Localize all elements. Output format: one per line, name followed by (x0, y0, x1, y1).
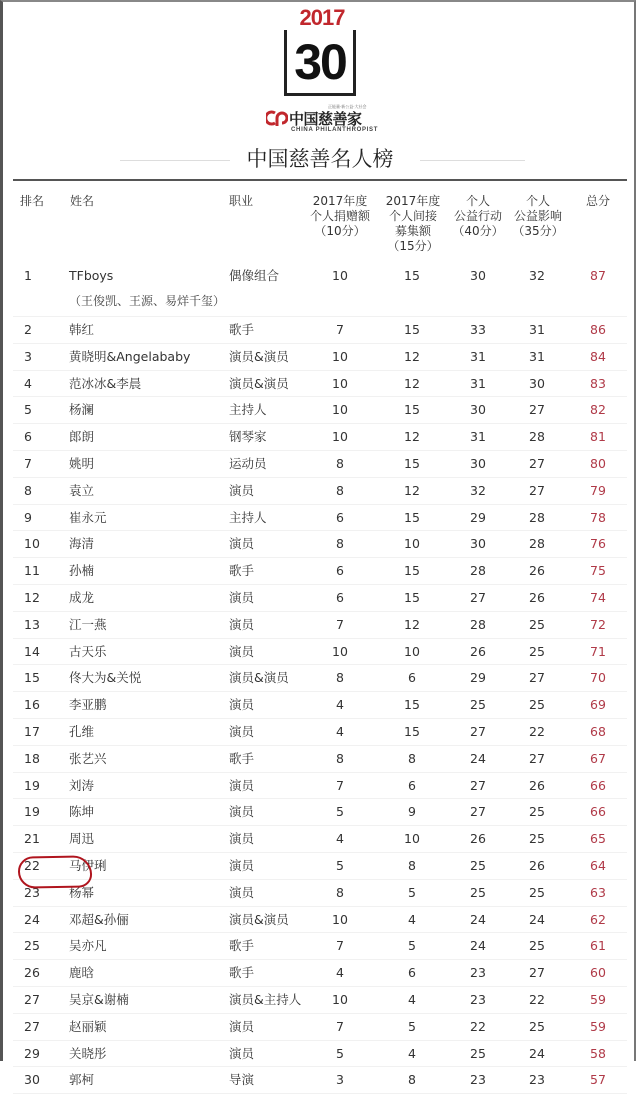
cell-indirect: 8 (408, 857, 416, 873)
cell-influence: 25 (529, 1018, 545, 1034)
cell-rank: 16 (24, 697, 40, 713)
cell-profession: 演员 (229, 804, 255, 820)
table-row (13, 665, 627, 692)
cell-donation: 5 (336, 857, 344, 873)
cell-influence: 24 (529, 911, 545, 927)
cell-influence: 31 (529, 322, 545, 337)
cell-profession: 演员 (229, 777, 255, 793)
publisher-logo (266, 104, 379, 136)
cell-indirect: 5 (408, 1018, 416, 1034)
cell-donation: 3 (336, 1072, 344, 1088)
cell-name: 关晓彤 (69, 1045, 107, 1061)
cell-name: 崔永元 (69, 509, 107, 525)
cell-total: 64 (590, 857, 606, 873)
cell-total: 79 (590, 482, 606, 498)
table-row (13, 719, 627, 746)
cell-rank: 26 (24, 965, 40, 981)
cell-action: 28 (470, 563, 486, 579)
cell-donation: 7 (336, 322, 344, 337)
cell-rank: 10 (24, 536, 40, 552)
table-row (13, 344, 627, 371)
cell-total: 58 (590, 1045, 606, 1061)
cell-total: 69 (590, 697, 606, 713)
table-row (13, 1014, 627, 1041)
cell-indirect: 15 (404, 509, 420, 525)
ranking-table (13, 258, 627, 1094)
cell-influence: 25 (529, 804, 545, 820)
table-row (13, 585, 627, 612)
cell-total: 82 (590, 402, 606, 418)
cell-rank: 24 (24, 911, 40, 927)
table-row (13, 371, 627, 398)
cell-name: 郎朗 (69, 429, 95, 445)
cell-total: 68 (590, 723, 606, 739)
cell-name: 范冰冰&李晨 (69, 375, 142, 391)
cell-profession: 主持人 (229, 509, 267, 525)
column-header-action: 个人 公益行动 （40分） (452, 194, 504, 238)
cell-total: 65 (590, 831, 606, 847)
cell-profession: 钢琴家 (229, 429, 267, 445)
cell-rank: 21 (24, 831, 40, 847)
cell-total: 84 (590, 348, 606, 364)
cell-profession: 歌手 (229, 750, 255, 766)
cell-action: 30 (470, 402, 486, 418)
table-row (13, 987, 627, 1014)
cell-donation: 4 (336, 697, 344, 713)
cell-action: 22 (470, 1018, 486, 1034)
cell-total: 57 (590, 1072, 606, 1088)
cell-action: 31 (470, 375, 486, 391)
table-row (13, 558, 627, 585)
table-row (13, 424, 627, 451)
cell-total: 67 (590, 750, 606, 766)
table-row (13, 826, 627, 853)
cell-influence: 28 (529, 536, 545, 552)
table-row (13, 317, 627, 344)
cell-indirect: 8 (408, 1072, 416, 1088)
cell-profession: 演员 (229, 1018, 255, 1034)
cell-donation: 5 (336, 1045, 344, 1061)
cell-rank: 9 (24, 509, 32, 525)
cell-influence: 26 (529, 777, 545, 793)
cell-rank: 18 (24, 750, 40, 766)
column-header-rank: 排名 (20, 194, 45, 208)
cell-name: 陈坤 (69, 804, 95, 820)
cell-indirect: 12 (404, 375, 420, 391)
cell-name: 邓超&孙俪 (69, 911, 129, 927)
cell-donation: 10 (332, 348, 348, 364)
cell-action: 25 (470, 1045, 486, 1061)
cell-rank: 7 (24, 455, 32, 471)
cell-action: 31 (470, 348, 486, 364)
cell-rank: 27 (24, 1018, 40, 1034)
cell-rank: 30 (24, 1072, 40, 1088)
cell-influence: 24 (529, 1045, 545, 1061)
cell-indirect: 6 (408, 777, 416, 793)
cell-donation: 10 (332, 429, 348, 445)
table-row (13, 853, 627, 880)
cell-influence: 22 (529, 723, 545, 739)
cell-rank: 12 (24, 589, 40, 605)
cell-total: 60 (590, 965, 606, 981)
cell-donation: 8 (336, 750, 344, 766)
highlight-circle (18, 855, 93, 888)
cell-name: 刘涛 (69, 777, 95, 793)
cell-rank: 13 (24, 616, 40, 632)
cell-influence: 23 (529, 1072, 545, 1088)
cell-influence: 28 (529, 429, 545, 445)
cell-influence: 26 (529, 857, 545, 873)
cell-influence: 27 (529, 455, 545, 471)
cell-action: 27 (470, 723, 486, 739)
cell-profession: 演员 (229, 589, 255, 605)
cell-donation: 7 (336, 777, 344, 793)
cell-influence: 30 (529, 375, 545, 391)
cell-total: 75 (590, 563, 606, 579)
cell-influence: 31 (529, 348, 545, 364)
cell-name: 黄晓明&Angelababy (69, 348, 191, 364)
table-row (13, 960, 627, 987)
table-row (13, 907, 627, 934)
cell-action: 27 (470, 589, 486, 605)
cell-total: 66 (590, 777, 606, 793)
cell-name-members: （王俊凯、王源、易烊千玺） (69, 294, 226, 308)
cell-action: 28 (470, 616, 486, 632)
cell-profession: 主持人 (229, 402, 267, 418)
cell-indirect: 15 (404, 697, 420, 713)
cell-name: 韩红 (69, 322, 95, 337)
cell-donation: 6 (336, 563, 344, 579)
cell-indirect: 15 (404, 455, 420, 471)
cell-indirect: 8 (408, 750, 416, 766)
cell-name: 张艺兴 (69, 750, 107, 766)
cell-total: 81 (590, 429, 606, 445)
cell-total: 63 (590, 884, 606, 900)
cell-action: 33 (470, 322, 486, 337)
cell-rank: 4 (24, 375, 32, 391)
cell-rank: 23 (24, 884, 40, 900)
cell-donation: 7 (336, 938, 344, 954)
cell-total: 80 (590, 455, 606, 471)
cell-donation: 8 (336, 884, 344, 900)
cell-indirect: 4 (408, 911, 416, 927)
table-row (13, 1067, 627, 1094)
cell-profession: 演员&演员 (229, 911, 289, 927)
cell-name: 袁立 (69, 482, 95, 498)
cell-rank: 15 (24, 670, 40, 686)
cell-profession: 偶像组合 (229, 268, 280, 283)
cell-rank: 25 (24, 938, 40, 954)
cell-influence: 25 (529, 616, 545, 632)
cell-influence: 25 (529, 697, 545, 713)
cell-influence: 27 (529, 965, 545, 981)
cell-donation: 10 (332, 375, 348, 391)
table-row (13, 531, 627, 558)
cell-name: 鹿晗 (69, 965, 95, 981)
cell-name: 吴亦凡 (69, 938, 107, 954)
cell-influence: 26 (529, 563, 545, 579)
logo-name-cn: 中国慈善家 (289, 110, 362, 128)
cell-profession: 演员 (229, 697, 255, 713)
cell-profession: 演员 (229, 616, 255, 632)
cell-action: 30 (470, 455, 486, 471)
cell-rank: 17 (24, 723, 40, 739)
cell-influence: 25 (529, 831, 545, 847)
cell-total: 72 (590, 616, 606, 632)
cell-action: 29 (470, 509, 486, 525)
cell-action: 30 (470, 268, 486, 283)
cell-rank: 2 (24, 322, 32, 337)
cell-profession: 演员 (229, 857, 255, 873)
table-row (13, 1041, 627, 1068)
cell-action: 26 (470, 643, 486, 659)
cell-rank: 19 (24, 804, 40, 820)
cell-influence: 25 (529, 643, 545, 659)
cell-profession: 演员 (229, 482, 255, 498)
cell-profession: 演员&演员 (229, 348, 289, 364)
table-row (13, 258, 627, 317)
table-row (13, 397, 627, 424)
cell-profession: 演员 (229, 536, 255, 552)
cell-influence: 26 (529, 589, 545, 605)
cell-donation: 10 (332, 991, 348, 1007)
cell-influence: 27 (529, 670, 545, 686)
cell-name: 古天乐 (69, 643, 107, 659)
table-row (13, 639, 627, 666)
cell-total: 62 (590, 911, 606, 927)
cell-donation: 7 (336, 616, 344, 632)
logo-name-en: CHINA PHILANTHROPIST (291, 127, 379, 133)
cell-profession: 歌手 (229, 965, 255, 981)
cell-indirect: 15 (404, 723, 420, 739)
table-row (13, 933, 627, 960)
cell-profession: 演员&演员 (229, 670, 289, 686)
cell-rank: 6 (24, 429, 32, 445)
cell-profession: 演员&演员 (229, 375, 289, 391)
cell-donation: 4 (336, 831, 344, 847)
cell-influence: 27 (529, 750, 545, 766)
cell-total: 59 (590, 1018, 606, 1034)
cell-name: 孙楠 (69, 563, 95, 579)
cell-rank: 11 (24, 563, 40, 579)
page-title: 中国慈善名人榜 (246, 147, 394, 171)
cell-name: 江一燕 (69, 616, 107, 632)
table-row (13, 451, 627, 478)
cell-total: 66 (590, 804, 606, 820)
column-header-donation: 2017年度 个人捐赠额 （10分） (309, 194, 370, 238)
table-row (13, 746, 627, 773)
cell-rank: 19 (24, 777, 40, 793)
cell-indirect: 5 (408, 884, 416, 900)
cell-indirect: 9 (408, 804, 416, 820)
cell-action: 27 (470, 777, 486, 793)
cell-profession: 演员 (229, 1045, 255, 1061)
cell-indirect: 15 (404, 268, 420, 283)
cell-name: 李亚鹏 (69, 697, 107, 713)
cell-influence: 32 (529, 268, 545, 283)
logo-tagline: 正能量·新公益·大社会 (328, 104, 367, 109)
cell-indirect: 15 (404, 402, 420, 418)
cell-action: 25 (470, 884, 486, 900)
table-row (13, 505, 627, 532)
cell-name: 吴京&谢楠 (69, 991, 129, 1007)
cell-indirect: 12 (404, 616, 420, 632)
cell-total: 83 (590, 375, 606, 391)
cell-action: 31 (470, 429, 486, 445)
cell-influence: 28 (529, 509, 545, 525)
cell-donation: 10 (332, 643, 348, 659)
cell-profession: 演员 (229, 723, 255, 739)
cell-influence: 25 (529, 938, 545, 954)
cell-indirect: 6 (408, 670, 416, 686)
cell-rank: 3 (24, 348, 32, 364)
table-row (13, 880, 627, 907)
table-row (13, 612, 627, 639)
cell-profession: 演员 (229, 884, 255, 900)
cell-action: 27 (470, 804, 486, 820)
cell-indirect: 10 (404, 831, 420, 847)
cell-action: 24 (470, 750, 486, 766)
cell-total: 74 (590, 589, 606, 605)
column-header-profession: 职业 (229, 194, 254, 208)
column-header-influence: 个人 公益影响 （35分） (512, 194, 564, 238)
cell-action: 29 (470, 670, 486, 686)
cell-donation: 4 (336, 723, 344, 739)
cell-donation: 6 (336, 509, 344, 525)
cell-name: 孔维 (69, 723, 95, 739)
cell-donation: 7 (336, 1018, 344, 1034)
title-divider-right (420, 160, 525, 161)
cell-profession: 演员 (229, 643, 255, 659)
column-header-total: 总分 (585, 194, 610, 208)
cell-rank: 27 (24, 991, 40, 1007)
cell-indirect: 10 (404, 643, 420, 659)
table-row (13, 773, 627, 800)
cell-donation: 5 (336, 804, 344, 820)
cell-donation: 10 (332, 268, 348, 283)
cell-profession: 歌手 (229, 563, 255, 579)
cell-rank: 5 (24, 402, 32, 418)
column-header-name: 姓名 (70, 194, 95, 208)
cell-indirect: 10 (404, 536, 420, 552)
cell-name: 郭柯 (69, 1072, 95, 1088)
cell-total: 86 (590, 322, 606, 337)
cell-influence: 27 (529, 402, 545, 418)
cell-action: 24 (470, 911, 486, 927)
cell-donation: 8 (336, 455, 344, 471)
table-row (13, 692, 627, 719)
table-row (13, 478, 627, 505)
cell-name: 杨幂 (69, 884, 95, 900)
cell-total: 87 (590, 268, 606, 283)
table-row (13, 799, 627, 826)
cell-profession: 导演 (229, 1072, 255, 1088)
cell-donation: 8 (336, 482, 344, 498)
cell-name: TFboys (69, 268, 114, 283)
cell-profession: 歌手 (229, 322, 255, 337)
cell-name: 杨澜 (69, 402, 95, 418)
cell-total: 70 (590, 670, 606, 686)
cell-rank: 22 (24, 857, 40, 873)
badge-number: 30 (294, 34, 346, 90)
cell-donation: 8 (336, 536, 344, 552)
column-header-indirect: 2017年度 个人间接 募集额 （15分） (385, 194, 441, 253)
cell-total: 76 (590, 536, 606, 552)
cell-donation: 10 (332, 402, 348, 418)
cell-profession: 歌手 (229, 938, 255, 954)
cell-action: 26 (470, 831, 486, 847)
cell-action: 23 (470, 991, 486, 1007)
cell-profession: 演员 (229, 831, 255, 847)
cell-action: 23 (470, 1072, 486, 1088)
cell-donation: 10 (332, 911, 348, 927)
cell-donation: 6 (336, 589, 344, 605)
cell-donation: 8 (336, 670, 344, 686)
cell-indirect: 4 (408, 1045, 416, 1061)
cell-action: 24 (470, 938, 486, 954)
cell-indirect: 12 (404, 482, 420, 498)
cell-indirect: 6 (408, 965, 416, 981)
cell-total: 71 (590, 643, 606, 659)
cell-profession: 运动员 (229, 455, 267, 471)
cell-indirect: 15 (404, 563, 420, 579)
cell-action: 25 (470, 857, 486, 873)
cell-profession: 演员&主持人 (229, 991, 302, 1007)
cell-influence: 25 (529, 884, 545, 900)
cell-name: 赵丽颖 (69, 1018, 107, 1034)
cell-name: 周迅 (69, 831, 95, 847)
cell-influence: 27 (529, 482, 545, 498)
cell-indirect: 5 (408, 938, 416, 954)
cell-action: 23 (470, 965, 486, 981)
cell-name: 姚明 (69, 455, 95, 471)
cell-rank: 1 (24, 268, 32, 283)
cell-donation: 4 (336, 965, 344, 981)
cell-total: 59 (590, 991, 606, 1007)
cp-logo-icon (266, 110, 288, 126)
cell-name: 佟大为&关悦 (69, 670, 142, 686)
cell-name: 成龙 (69, 589, 95, 605)
cell-name: 马伊琍 (69, 857, 107, 873)
cell-rank: 8 (24, 482, 32, 498)
cell-action: 25 (470, 697, 486, 713)
header-rule (13, 179, 627, 181)
cell-total: 78 (590, 509, 606, 525)
cell-rank: 29 (24, 1045, 40, 1061)
cell-indirect: 15 (404, 589, 420, 605)
cell-total: 61 (590, 938, 606, 954)
cell-indirect: 15 (404, 322, 420, 337)
title-row (0, 144, 640, 174)
cell-indirect: 12 (404, 429, 420, 445)
cell-action: 32 (470, 482, 486, 498)
cell-influence: 22 (529, 991, 545, 1007)
cell-rank: 14 (24, 643, 40, 659)
cell-name: 海清 (69, 536, 95, 552)
cell-indirect: 12 (404, 348, 420, 364)
edition-badge (284, 6, 360, 98)
cell-indirect: 4 (408, 991, 416, 1007)
cell-action: 30 (470, 536, 486, 552)
badge-year: 2017 (284, 6, 360, 30)
